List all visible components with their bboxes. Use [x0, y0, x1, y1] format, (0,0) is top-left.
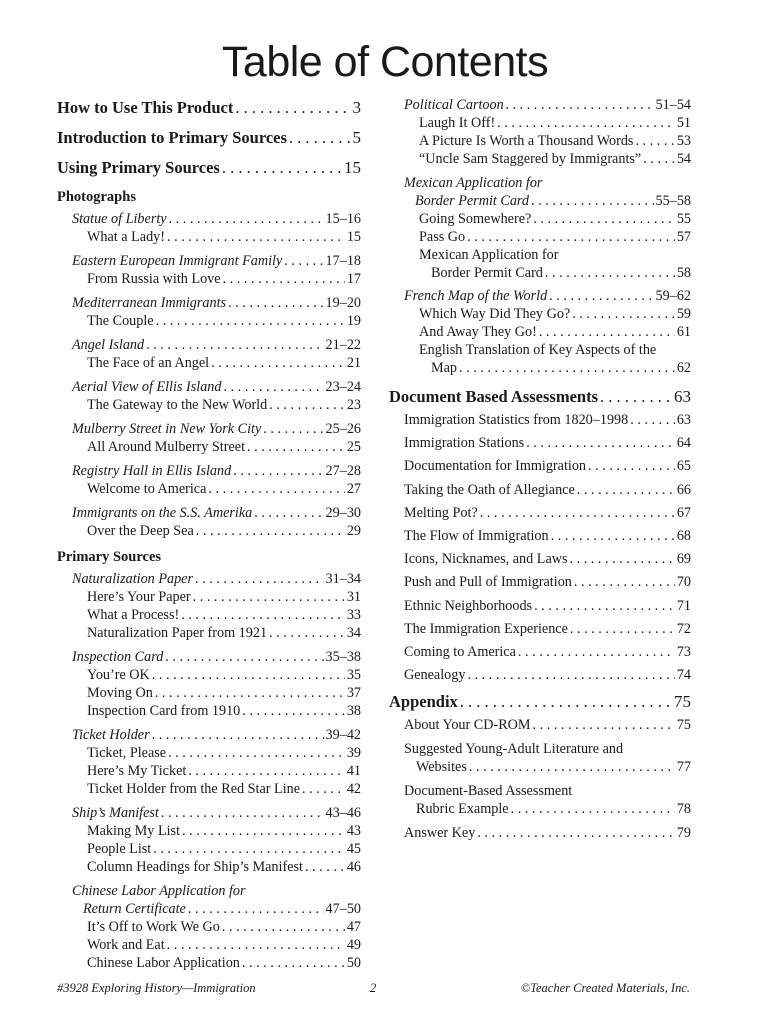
toc-item: Push and Pull of Immigration . . . 70: [404, 573, 691, 591]
footer-book-title: #3928 Exploring History—Immigration: [57, 981, 256, 995]
toc-group: [57, 504, 361, 540]
toc-item: Coming to America . . . 73: [404, 643, 691, 661]
toc-group: [57, 648, 361, 720]
toc-group-title: Mexican Application for: [404, 175, 543, 191]
mexican-items: [404, 210, 691, 246]
toc-group-political-cartoon: [404, 96, 691, 168]
toc-item: Ticket, Please . . . 39: [57, 744, 361, 762]
toc-group-title-line: Ticket Holder . . . 39–42: [57, 726, 361, 744]
page-footer: [57, 981, 690, 999]
toc-item: “Uncle Sam Staggered by Immigrants” . . . 54: [404, 150, 691, 168]
toc-entry-appendix: Appendix . . . 75: [389, 692, 691, 712]
toc-item-cd-rom: About Your CD-ROM . . . 75: [404, 716, 691, 734]
toc-item: Melting Pot? . . . 67: [404, 504, 691, 522]
toc-item: Inspection Card from 1910 . . . 38: [57, 702, 361, 720]
footer-page-number: 2: [370, 981, 377, 995]
toc-item: The Gateway to the New World . . . 23: [57, 396, 361, 414]
toc-group-french-map: [404, 287, 691, 377]
toc-item: Immigration Statistics from 1820–1998 . . . 63: [404, 411, 691, 429]
chinese-items: [57, 918, 361, 972]
toc-item: Here’s My Ticket . . . 41: [57, 762, 361, 780]
toc-item: The Couple . . . 19: [57, 312, 361, 330]
toc-group: [57, 462, 361, 498]
toc-group-title-line: Statue of Liberty . . . 15–16: [57, 210, 361, 228]
toc-left-column: [57, 96, 361, 972]
toc-group-title-line: Border Permit Card . . . 55–58: [404, 192, 691, 210]
french-map-items: [404, 305, 691, 341]
toc-item: Genealogy . . . 74: [404, 666, 691, 684]
toc-item: What a Process! . . . 33: [57, 606, 361, 624]
toc-group-title-line: Eastern European Immigrant Family . . . 17–18: [57, 252, 361, 270]
toc-group: [57, 294, 361, 330]
toc-item-literature: Suggested Young-Adult Literature and: [404, 741, 624, 758]
toc-group: [57, 420, 361, 456]
section-heading-photographs: Photographs: [57, 189, 136, 205]
toc-group-title-line: Naturalization Paper . . . 31–34: [57, 570, 361, 588]
toc-group-title-line: Return Certificate . . . 47–50: [57, 900, 361, 918]
toc-item: Moving On . . . 37: [57, 684, 361, 702]
toc-group-title-line: Mulberry Street in New York City . . . 25–26: [57, 420, 361, 438]
appendix-items: [404, 716, 691, 842]
page-title: Table of Contents: [221, 38, 549, 86]
toc-item: All Around Mulberry Street . . . 25: [57, 438, 361, 456]
toc-item: Making My List . . . 43: [57, 822, 361, 840]
toc-item: Column Headings for Ship’s Manifest . . . 46: [57, 858, 361, 876]
toc-entry-using-primary-sources: Using Primary Sources . . . 15: [57, 158, 361, 178]
toc-item: Going Somewhere? . . . 55: [404, 210, 691, 228]
toc-group: [57, 378, 361, 414]
toc-item: And Away They Go! . . . 61: [404, 323, 691, 341]
toc-item: Chinese Labor Application . . . 50: [57, 954, 361, 972]
toc-item: Naturalization Paper from 1921 . . . 34: [57, 624, 361, 642]
toc-item: Ethnic Neighborhoods . . . 71: [404, 597, 691, 615]
toc-item: Immigration Stations . . . 64: [404, 434, 691, 452]
toc-item: What a Lady! . . . 15: [57, 228, 361, 246]
toc-item: Mexican Application for: [419, 247, 559, 263]
toc-group-title-line: Immigrants on the S.S. Amerika . . . 29–30: [57, 504, 361, 522]
toc-item: Which Way Did They Go? . . . 59: [404, 305, 691, 323]
toc-item: It’s Off to Work We Go . . . 47: [57, 918, 361, 936]
toc-item: Welcome to America . . . 27: [57, 480, 361, 498]
toc-group-title-line: Ship’s Manifest . . . 43–46: [57, 804, 361, 822]
toc-group: [57, 252, 361, 288]
toc-group-title-line: Political Cartoon . . . 51–54: [404, 96, 691, 114]
toc-item-answer-key: Answer Key . . . 79: [404, 824, 691, 842]
toc-item: You’re OK . . . 35: [57, 666, 361, 684]
toc-group: [57, 336, 361, 372]
toc-entry-document-based-assessments: Document Based Assessments . . . 63: [389, 387, 691, 407]
toc-item: English Translation of Key Aspects of the: [419, 342, 657, 358]
toc-item: Icons, Nicknames, and Laws . . . 69: [404, 550, 691, 568]
dba-items: [404, 411, 691, 684]
toc-group-title-line: French Map of the World . . . 59–62: [404, 287, 691, 305]
toc-group-chinese-labor: [57, 882, 361, 972]
toc-group: [57, 210, 361, 246]
toc-item: Over the Deep Sea . . . 29: [57, 522, 361, 540]
footer-copyright: ©Teacher Created Materials, Inc.: [520, 981, 690, 995]
toc-entry-how-to-use: How to Use This Product . . . 3: [57, 98, 361, 118]
toc-item: People List . . . 45: [57, 840, 361, 858]
toc-right-column: [389, 96, 691, 842]
photographs-list: [57, 210, 361, 540]
toc-group: [57, 804, 361, 876]
toc-group-title-line: Mediterranean Immigrants . . . 19–20: [57, 294, 361, 312]
toc-entry-introduction: Introduction to Primary Sources . . . 5: [57, 128, 361, 148]
primary-sources-list: [57, 570, 361, 876]
toc-group-title-line: Angel Island . . . 21–22: [57, 336, 361, 354]
toc-item: Ticket Holder from the Red Star Line . . . 42: [57, 780, 361, 798]
toc-item: Here’s Your Paper . . . 31: [57, 588, 361, 606]
toc-item: Laugh It Off! . . . 51: [404, 114, 691, 132]
toc-item: Pass Go . . . 57: [404, 228, 691, 246]
toc-item: The Face of an Angel . . . 21: [57, 354, 361, 372]
toc-item: Taking the Oath of Allegiance . . . 66: [404, 481, 691, 499]
toc-item-line: Rubric Example . . . 78: [404, 800, 691, 818]
toc-item: A Picture Is Worth a Thousand Words . . . 53: [404, 132, 691, 150]
toc-group-title: Chinese Labor Application for: [72, 883, 246, 899]
section-heading-primary-sources: Primary Sources: [57, 549, 162, 565]
toc-item: Work and Eat . . . 49: [57, 936, 361, 954]
toc-group-mexican-application: [404, 174, 691, 282]
toc-group-title-line: Inspection Card . . . 35–38: [57, 648, 361, 666]
toc-item: The Flow of Immigration . . . 68: [404, 527, 691, 545]
political-cartoon-items: [404, 114, 691, 168]
toc-item-line: Border Permit Card . . . 58: [404, 264, 691, 282]
toc-item: From Russia with Love . . . 17: [57, 270, 361, 288]
toc-group: [57, 570, 361, 642]
toc-item-rubric: Document-Based Assessment: [404, 783, 573, 800]
toc-item: Documentation for Immigration . . . 65: [404, 457, 691, 475]
toc-group: [57, 726, 361, 798]
toc-item: The Immigration Experience . . . 72: [404, 620, 691, 638]
toc-item-line: Map . . . 62: [404, 359, 691, 377]
toc-item-line: Websites . . . 77: [404, 758, 691, 776]
toc-group-title-line: Registry Hall in Ellis Island . . . 27–28: [57, 462, 361, 480]
toc-group-title-line: Aerial View of Ellis Island . . . 23–24: [57, 378, 361, 396]
